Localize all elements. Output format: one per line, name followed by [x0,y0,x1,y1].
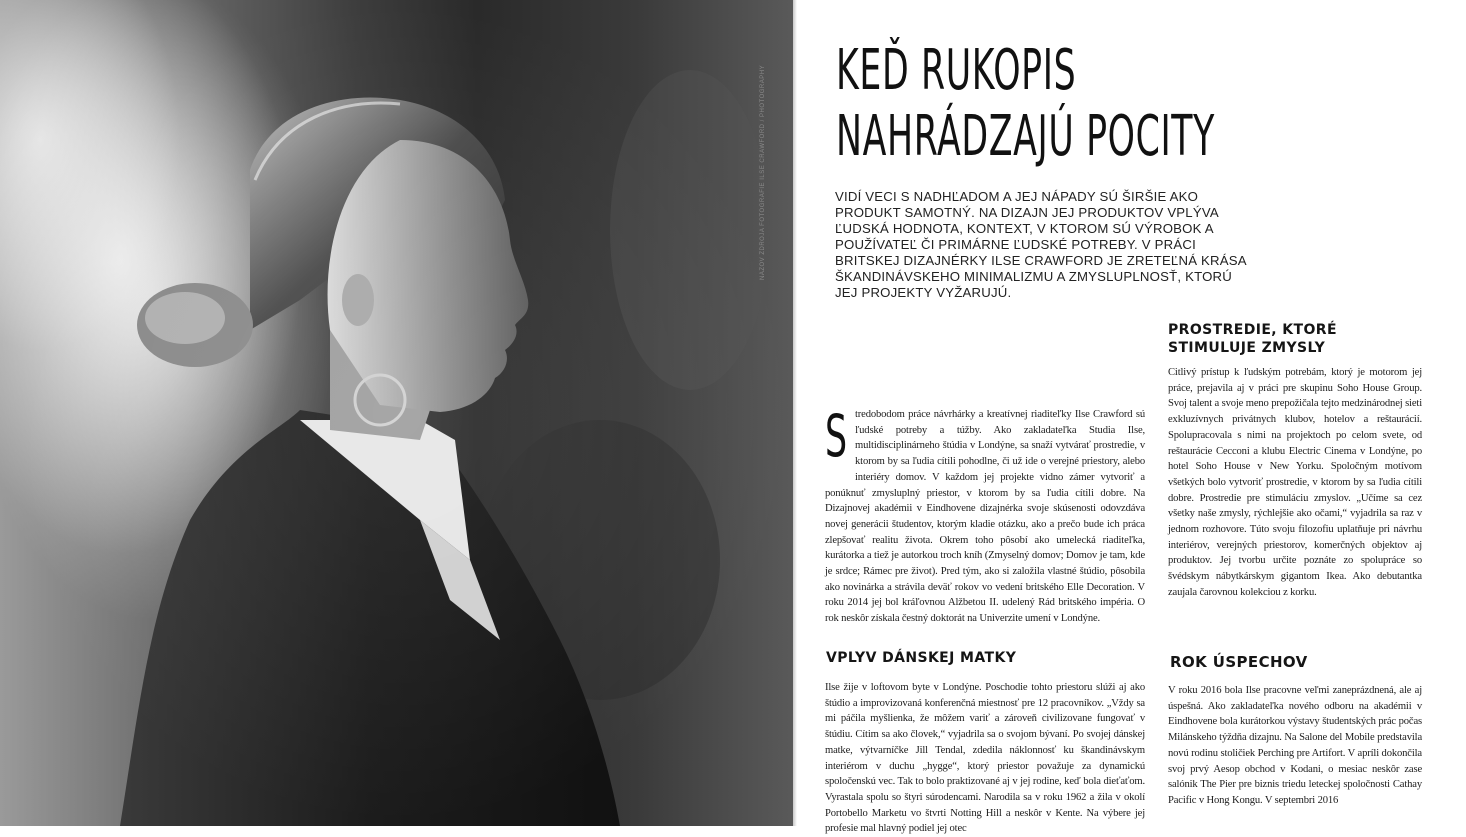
section-text-prostredie [1168,365,1422,640]
section-heading-prostredie: PROSTREDIE, KTORÉ STIMULUJE ZMYSLY [1168,322,1337,356]
article-headline [836,38,1215,170]
section-paragraph: Ilse žije v loftovom byte v Londýne. Poschodie tohto priestoru slúži aj ako štúdio a improvizovaná konferenčná miestnosť pre 12 pracovníkov. „Vždy sa mi páčila myšlienka, že môžem variť a zároveň civilizovane fungovať v štúdiu. Cítim sa ako človek,“ vyjadrila sa o svojom bývaní. Po svojej dánskej matke, výtvarníčke Jill Tendal, zdedila náklonnosť ku škandinávskym interiérom v duchu „hygge“, ktorý priestor považuje za dynamickú spoločenskú vec. Tak to bolo praktizované aj v jej rodine, keď bola dieťaťom. Vyrastala spolu so štyri súrodencami. Narodila sa v roku 1962 a žila v okolí Portobello Marketu vo štvrti Notting Hill a neskôr v Kente. Na výbere jej profesie mal hlavný podiel jej otec [825,682,1145,835]
section-heading-vplyv: VPLYV DÁNSKEJ MATKY [826,650,1017,666]
drop-cap: S [825,402,848,470]
article-lead: VIDÍ VECI S NADHĽADOM A JEJ NÁPADY SÚ ŠIRŠIE AKO PRODUKT SAMOTNÝ. NA DIZAJN JEJ PRODUKTOV VPLÝVA ĽUDSKÁ HODNOTA, KONTEXT, V KTOROM SÚ VÝROBOK A POUŽÍVATEĽ ČI PRIMÁRNE ĽUDSKÉ POTREBY. V PRÁCI BRITSKEJ DIZAJNÉRKY ILSE CRAWFORD JE ZRETEĽNÁ KRÁSA ŠKANDINÁVSKEHO MINIMALIZMU A ZMYSLUPLNOSŤ, KTORÚ JEJ PROJEKTY VYŽARUJÚ. [835,189,1247,300]
intro-text: tredobodom práce návrhárky a kreatívnej riaditeľky Ilse Crawford sú ľudské potreby a túžby. Ako zakladateľka Studia Ilse, multidisciplinárneho štúdia v Londýne, sa snaží vytvárať prostredie, v ktorom by sa ľudia cítili pohodlne, či už ide o verejné priestory, alebo interiéry domov. V každom jej projekte vidno zámer vytvoriť a ponúknuť zmysluplný priestor, v ktorom by sa ľudia cítili dobre. Na Dizajnovej akadémii v Eindhovene dizajnérka svoje skúsenosti odovzdáva novej generácii študentov, ktorým kladie otázku, ako a prečo bude ich práca zlepšovať realitu života. Okrem toho pôsobí ako umelecká riaditeľka, kurátorka a tiež je autorkou troch kníh (Zmyselný domov; Domov je tam, kde je srdce; Rámec pre život). Pred tým, ako si založila vlastné štúdio, pôsobila ako novinárka a strávila deväť rokov vo vedení britského Elle Decoration. V roku 2014 jej bol kráľovnou Alžbetou II. udelený Rád britského impéria. O rok neskôr získala čestný doktorát na Univerzite umení v Londýne. [825,409,1145,625]
page-gutter [793,0,797,826]
headline-line-1: KEĎ RUKOPIS [836,38,1077,103]
intro-column [825,402,1145,632]
section-text-vplyv [825,680,1145,835]
photo-credit: NÁZOV ZDROJA FOTOGRAFIE ILSE CRAWFORD / PHOTOGRAPHY [760,64,766,280]
section-paragraph: Citlivý prístup k ľudským potrebám, ktorý je motorom jej práce, prejavila aj v práci pre skupinu Soho House Group. Svoj talent a svoje meno prepožičala tejto medzinárodnej sieti exkluzívnych privátnych klubov, hotelov a reštaurácií. Spolupracovala s nimi na projektoch po celom svete, od reštaurácie Cecconi a klubu Electric Cinema v Londýne, po hotel Soho House v New Yorku. Spoločným motívom všetkých bolo vytvoriť prostredie, v ktorom by sa ľudia cítili dobre. Prostredie pre stimuláciu zmyslov. „Učíme sa cez všetky naše zmysly, rýchlejšie ako očami,“ vyjadrila sa raz v jednom rozhovore. Túto svoju filozofiu uplatňuje pri návrhu interiérov, verejných priestorov, komerčných objektov aj produktov. Jej tvorbu určite poznáte zo spolupráce so švédskym nábytkárskym gigantom Ikea. Ako debutantka zaujala čarovnou kolekciou z korku. [1168,367,1422,598]
section-paragraph: V roku 2016 bola Ilse pracovne veľmi zaneprázdnená, ale aj úspešná. Ako zakladateľka nového odboru na akadémii v Eindhovene bola kurátorkou výstavy študentských prác počas Milánskeho týždňa dizajnu. Na Salone del Mobile predstavila novú rodinu stoličiek Perching pre Artifort. V apríli dokončila svoj prvý Aesop obchod v Kodani, o mesiac neskôr zase salónik The Pier pre biznis triedu leteckej spoločnosti Cathay Pacific v Hong Kongu. V septembri 2016 [1168,685,1422,806]
section-text-rok-uspechov [1168,683,1422,826]
headline-line-2: NAHRÁDZAJÚ POCITY [836,104,1215,169]
section-heading-rok-uspechov: ROK ÚSPECHOV [1170,653,1308,671]
